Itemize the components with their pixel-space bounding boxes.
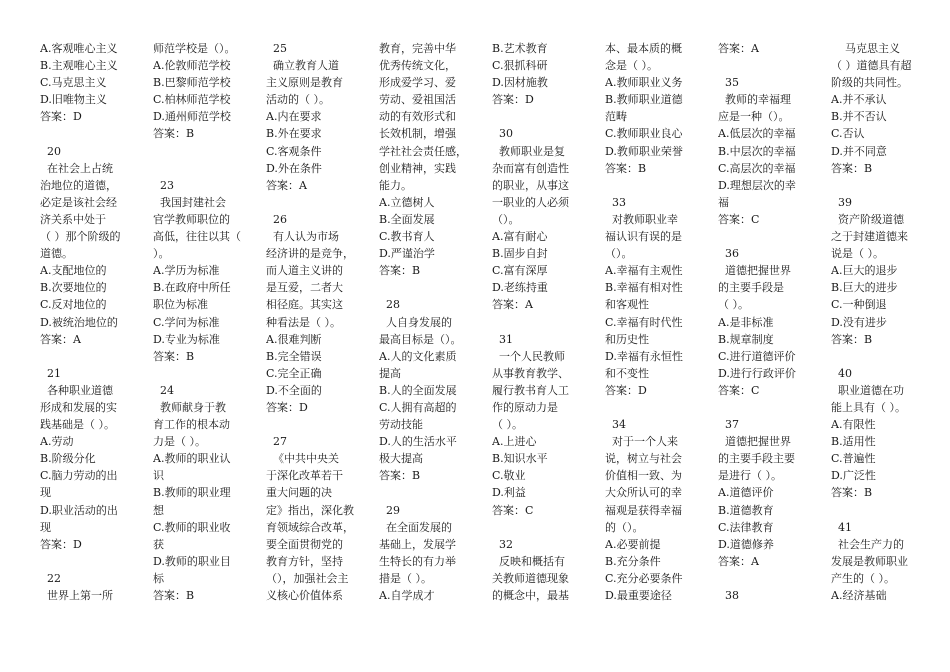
text-line: （），加强社会主 <box>266 571 349 585</box>
text-line <box>605 177 705 194</box>
text-line <box>718 228 818 245</box>
text-line: B.全面发展 <box>379 212 435 226</box>
text-line: 于深化改革若干 <box>266 469 343 483</box>
text-line: 36 <box>718 247 739 261</box>
text-line: 的（）。 <box>605 520 644 534</box>
text-line: A.劳动 <box>40 435 74 449</box>
text-line: 答案：A <box>40 332 81 346</box>
text-line: D.并不同意 <box>831 144 887 158</box>
text-line: C.人拥有高超的 <box>379 400 457 414</box>
text-line: A.内在要求 <box>266 110 322 124</box>
text-line: C.否认 <box>831 127 865 141</box>
text-line: 力是（ ）。 <box>153 435 206 449</box>
text-line: 育工作的根本动 <box>153 418 230 432</box>
text-line <box>831 177 931 194</box>
text-line: 的主要手段是 <box>718 281 784 295</box>
text-line: 现 <box>40 486 51 500</box>
text-line: 29 <box>379 503 400 517</box>
text-line: A.巨大的退步 <box>831 264 898 278</box>
text-line: A.是非标准 <box>718 315 774 329</box>
text-line <box>831 348 931 365</box>
text-line: A.富有耐心 <box>492 230 548 244</box>
text-line: （ ）。 <box>492 418 523 432</box>
text-line: 答案：B <box>831 332 873 346</box>
text-line: 说是（ ）。 <box>831 247 884 261</box>
text-line: 相径庭。其实这 <box>266 298 343 312</box>
text-line: 大众所认可的幸 <box>605 486 682 500</box>
text-line: A.有限性 <box>831 418 876 432</box>
text-line: D.职业活动的出 <box>40 503 118 517</box>
text-line: D.因材施教 <box>492 76 548 90</box>
text-line: 在全面发展的 <box>379 520 452 534</box>
text-line: A.经济基础 <box>831 589 887 602</box>
text-line <box>153 160 253 177</box>
text-column-8 <box>831 40 931 672</box>
text-line: 答案：A <box>718 554 759 568</box>
text-line: 答案：B <box>153 589 195 602</box>
text-line: 27 <box>266 435 287 449</box>
text-line: 人自身发展的 <box>379 315 452 329</box>
text-line: 40 <box>831 366 852 380</box>
text-line <box>605 399 705 416</box>
text-line: 反映和概括有 <box>492 554 565 568</box>
text-line: C.进行道德评价 <box>718 349 796 363</box>
text-line: C.教师职业良心 <box>605 127 683 141</box>
text-line: （ ）。 <box>718 298 749 312</box>
text-line: A.必要前提 <box>605 537 661 551</box>
text-line: D.老练持重 <box>492 281 548 295</box>
text-line: 提高 <box>379 366 401 380</box>
text-line: A.伦敦师范学校 <box>153 59 231 73</box>
text-line: 措是（ ）。 <box>379 571 432 585</box>
text-line: 生特长的有力举 <box>379 554 456 568</box>
text-line: A.教师的职业认 <box>153 452 231 466</box>
text-line: （）。 <box>605 247 633 261</box>
text-line: 基础上，发展学 <box>379 537 456 551</box>
text-line: B.幸福有相对性 <box>605 281 683 295</box>
text-line: 优秀传统文化， <box>379 59 456 73</box>
text-line: 21 <box>40 366 61 380</box>
text-line: 要全面贯彻党的 <box>266 537 343 551</box>
text-line: 在社会上占统 <box>40 161 113 175</box>
text-line: 35 <box>718 76 739 90</box>
text-line <box>831 502 931 519</box>
text-line: B.并不否认 <box>831 110 887 124</box>
text-line: 23 <box>153 178 174 192</box>
text-line <box>492 519 592 536</box>
text-line: 现 <box>40 520 51 534</box>
text-line: 的职业，从事这 <box>492 178 569 192</box>
text-line: 一职业的人必须 <box>492 195 569 209</box>
text-line: 31 <box>492 332 513 346</box>
text-line: D.外在条件 <box>266 161 322 175</box>
text-line: 福认识有误的是 <box>605 230 682 244</box>
text-line: 价值相一致、为 <box>605 469 682 483</box>
text-line: A.学历为标准 <box>153 264 220 278</box>
text-line: （ ）那个阶级的 <box>40 230 121 244</box>
text-line: 福观是获得幸福 <box>605 503 682 517</box>
text-line: B.道德教育 <box>718 503 774 517</box>
text-line <box>40 125 140 142</box>
text-line: 教育方针，坚持 <box>266 554 343 568</box>
text-line: 职位为标准 <box>153 298 208 312</box>
text-line: 想 <box>153 503 164 517</box>
text-line: 28 <box>379 298 400 312</box>
text-line: 资产阶级道德 <box>831 212 904 226</box>
text-line: 长效机制，增强 <box>379 127 456 141</box>
text-line <box>40 348 140 365</box>
text-line: 24 <box>153 383 174 397</box>
text-line: 39 <box>831 195 852 209</box>
text-line <box>492 108 592 125</box>
text-line: 本、最本质的概 <box>605 42 682 55</box>
text-line: 说，树立与社会 <box>605 452 682 466</box>
text-line <box>492 314 592 331</box>
text-column-1 <box>40 40 140 672</box>
text-line: B.固步自封 <box>492 247 548 261</box>
text-line <box>718 57 818 74</box>
text-line: 答案：B <box>153 349 195 363</box>
text-line: C.富有深厚 <box>492 264 548 278</box>
text-line: B.在政府中所任 <box>153 281 231 295</box>
text-line: C.普遍性 <box>831 452 876 466</box>
text-line: 我国封建社会 <box>153 195 226 209</box>
text-line: 从事教育教学、 <box>492 366 569 380</box>
text-line: 世界上第一所 <box>40 589 113 602</box>
text-line: C.客观条件 <box>266 144 322 158</box>
text-line <box>153 365 253 382</box>
text-line: 答案：B <box>379 469 421 483</box>
text-column-4 <box>379 40 479 672</box>
text-line: 答案：C <box>492 503 534 517</box>
text-line: D.进行行政评价 <box>718 366 796 380</box>
text-line: 劳动、爱祖国活 <box>379 93 456 107</box>
text-line <box>153 143 253 160</box>
text-line: C.一种倒退 <box>831 298 887 312</box>
text-line: A.道德评价 <box>718 486 774 500</box>
text-line: 答案：A <box>266 178 307 192</box>
text-line: D.道德修养 <box>718 537 774 551</box>
text-line: C.学问为标准 <box>153 315 220 329</box>
text-line: 官学教师职位的 <box>153 212 230 226</box>
text-line: 答案：D <box>40 537 82 551</box>
text-line: 道德把握世界 <box>718 264 791 278</box>
text-line: C.充分必要条件 <box>605 571 683 585</box>
text-line: 作的原动力是 <box>492 400 558 414</box>
text-line: D.广泛性 <box>831 469 876 483</box>
text-line: 教师献身于教 <box>153 400 226 414</box>
text-column-7 <box>718 40 818 672</box>
text-line: 重大问题的决 <box>266 486 332 500</box>
text-line: A.人的文化素质 <box>379 349 457 363</box>
text-line: 对教师职业幸 <box>605 212 678 226</box>
text-line: 32 <box>492 537 513 551</box>
text-line: 动的有效形式和 <box>379 110 456 124</box>
text-line: 念是（ ）。 <box>605 59 658 73</box>
text-line: 而人道主义讲的 <box>266 264 343 278</box>
text-line: A.幸福有主观性 <box>605 264 683 278</box>
text-line: 答案：D <box>492 93 534 107</box>
text-line: 答案：D <box>40 110 82 124</box>
text-line: C.柏林师范学校 <box>153 93 231 107</box>
text-line: D.教师的职业目 <box>153 554 231 568</box>
text-line: ）。 <box>153 247 170 261</box>
text-line: 福 <box>718 195 729 209</box>
text-line: 各种职业道德 <box>40 383 113 397</box>
text-line: 主义原则是教育 <box>266 76 343 90</box>
text-line <box>718 399 818 416</box>
text-line: 答案：B <box>379 264 421 278</box>
text-line: 的概念中，最基 <box>492 589 569 602</box>
text-line: A.教师职业义务 <box>605 76 683 90</box>
text-line: B.充分条件 <box>605 554 661 568</box>
text-line: 应是一种（）。 <box>718 110 790 124</box>
text-line: 确立教育人道 <box>266 59 339 73</box>
text-line: B.阶级分化 <box>40 452 96 466</box>
text-line: 30 <box>492 127 513 141</box>
text-line <box>379 279 479 296</box>
text-line: 是进行（ ）。 <box>718 469 782 483</box>
text-line: 26 <box>266 212 287 226</box>
text-line: 产生的（ ）。 <box>831 571 895 585</box>
text-line: 职业道德在功 <box>831 383 904 397</box>
text-line: 定》指出，深化教 <box>266 503 354 517</box>
text-line: 劳动技能 <box>379 418 423 432</box>
text-line: B.中层次的幸福 <box>718 144 796 158</box>
text-line: A.很难判断 <box>266 332 322 346</box>
text-line: 答案：B <box>153 127 195 141</box>
text-line: 答案：A <box>718 42 759 55</box>
text-line: C.狠抓科研 <box>492 59 548 73</box>
text-line: 发展是教师职业 <box>831 554 908 568</box>
text-line: 学社社会责任感， <box>379 144 467 158</box>
text-line: B.完全错误 <box>266 349 322 363</box>
text-line: 33 <box>605 195 626 209</box>
text-line: 马克思主义 <box>831 42 900 55</box>
text-line: 社会生产力的 <box>831 537 904 551</box>
text-line: 和不变性 <box>605 366 649 380</box>
text-line: D.最重要途径 <box>605 589 672 602</box>
text-line: B.艺术教育 <box>492 42 548 55</box>
text-line: 创业精神，实践 <box>379 161 456 175</box>
text-line: C.法律教育 <box>718 520 774 534</box>
text-line: 形成和发展的实 <box>40 400 117 414</box>
text-line: D.理想层次的幸 <box>718 178 796 192</box>
text-line: 答案：C <box>718 212 760 226</box>
text-line: 获 <box>153 537 164 551</box>
text-line: D.通州师范学校 <box>153 110 231 124</box>
text-line: 高低，往往以其（ <box>153 230 241 244</box>
text-line: 是互爱，二者大 <box>266 281 343 295</box>
text-line: 治地位的道德， <box>40 178 117 192</box>
text-line: 能上具有（ ）。 <box>831 400 906 414</box>
text-line: D.人的生活水平 <box>379 435 457 449</box>
text-line <box>718 570 818 587</box>
text-line: B.人的全面发展 <box>379 383 457 397</box>
text-line: 教师的幸福理 <box>718 93 791 107</box>
text-line: C.脑力劳动的出 <box>40 469 118 483</box>
text-line: 38 <box>718 589 739 602</box>
text-line: 答案：C <box>718 383 760 397</box>
text-line: D.不全面的 <box>266 383 322 397</box>
text-column-5 <box>492 40 592 672</box>
text-line: C.教师的职业收 <box>153 520 231 534</box>
text-line: 杂而富有创造性 <box>492 161 569 175</box>
text-line: B.外在要求 <box>266 127 322 141</box>
text-line: 识 <box>153 469 164 483</box>
text-line: B.巴黎师范学校 <box>153 76 231 90</box>
text-line: 范畴 <box>605 110 627 124</box>
text-line: 答案：B <box>831 161 873 175</box>
text-line: D.教师职业荣誉 <box>605 144 683 158</box>
text-line: D.被统治地位的 <box>40 315 118 329</box>
text-line: 《中共中央关 <box>266 452 339 466</box>
text-line: 济关系中处于 <box>40 212 106 226</box>
text-column-6 <box>605 40 705 672</box>
text-line: C.教书育人 <box>379 230 435 244</box>
text-line: B.教师的职业理 <box>153 486 231 500</box>
text-line: 和历史性 <box>605 332 649 346</box>
text-line: C.反对地位的 <box>40 298 107 312</box>
text-line: 最高目标是（）。 <box>379 332 462 346</box>
text-line: D.旧唯物主义 <box>40 93 107 107</box>
text-line: 关教师道德现象 <box>492 571 569 585</box>
text-line: C.完全正确 <box>266 366 322 380</box>
text-line: D.没有进步 <box>831 315 887 329</box>
text-line: 种看法是（ ）。 <box>266 315 341 329</box>
text-line: 和客观性 <box>605 298 649 312</box>
text-line: D.严谨治学 <box>379 247 435 261</box>
text-line: 34 <box>605 418 626 432</box>
text-line: 极大提高 <box>379 452 423 466</box>
text-line: 41 <box>831 520 852 534</box>
text-line: 能力。 <box>379 178 412 192</box>
text-line: 师范学校是（）。 <box>153 42 236 55</box>
text-line: A.立德树人 <box>379 195 435 209</box>
text-line: C.敬业 <box>492 469 526 483</box>
text-line: （ ）道德具有超 <box>831 59 912 73</box>
text-line: 阶级的共同性。 <box>831 76 908 90</box>
text-line: 答案：B <box>831 486 873 500</box>
text-line: 对于一个人来 <box>605 435 678 449</box>
text-line: 的主要手段主要 <box>718 452 795 466</box>
text-line: A.客观唯心主义 <box>40 42 118 55</box>
text-line: C.幸福有时代性 <box>605 315 683 329</box>
text-column-2 <box>153 40 253 672</box>
text-line: D.幸福有永恒性 <box>605 349 683 363</box>
text-line: B.规章制度 <box>718 332 774 346</box>
text-line: 践基础是（ ）。 <box>40 418 115 432</box>
text-line: 育领域综合改革， <box>266 520 354 534</box>
text-line: B.知识水平 <box>492 452 548 466</box>
text-line: 答案：D <box>605 383 647 397</box>
text-line: A.支配地位的 <box>40 264 107 278</box>
text-line: B.次要地位的 <box>40 281 107 295</box>
text-line: 义核心价值体系 <box>266 589 343 602</box>
text-line: 20 <box>40 144 61 158</box>
text-line: 教育，完善中华 <box>379 42 456 55</box>
text-line: 答案：A <box>492 298 533 312</box>
text-line: 标 <box>153 571 164 585</box>
text-line: 之于封建道德来 <box>831 230 908 244</box>
text-line: 必定是该社会经 <box>40 195 117 209</box>
text-line: B.适用性 <box>831 435 876 449</box>
text-line: 答案：B <box>605 161 647 175</box>
text-line: 道德把握世界 <box>718 435 791 449</box>
text-line: 37 <box>718 418 739 432</box>
text-line: 活动的（ ）。 <box>266 93 330 107</box>
text-line: （）。 <box>492 212 520 226</box>
text-line: 教师职业是复 <box>492 144 565 158</box>
text-line: 答案：D <box>266 400 308 414</box>
text-line: 履行教书育人工 <box>492 383 569 397</box>
text-line: A.上进心 <box>492 435 537 449</box>
text-line <box>40 553 140 570</box>
text-line: C.高层次的幸福 <box>718 161 796 175</box>
text-line: 一个人民教师 <box>492 349 565 363</box>
text-line: A.自学成才 <box>379 589 435 602</box>
text-line: 形成爱学习、爱 <box>379 76 456 90</box>
text-line <box>379 484 479 501</box>
text-line: 经济讲的是竞争， <box>266 247 354 261</box>
text-line: A.并不承认 <box>831 93 887 107</box>
text-line: B.主观唯心主义 <box>40 59 118 73</box>
text-line <box>266 416 366 433</box>
text-line: B.教师职业道德 <box>605 93 683 107</box>
text-line: 道德。 <box>40 247 73 261</box>
text-line: 22 <box>40 571 61 585</box>
text-line: A.低层次的幸福 <box>718 127 796 141</box>
text-line: 有人认为市场 <box>266 230 339 244</box>
text-line: D.专业为标准 <box>153 332 220 346</box>
text-line: C.马克思主义 <box>40 76 107 90</box>
text-column-3 <box>266 40 366 672</box>
text-line: B.巨大的进步 <box>831 281 898 295</box>
text-line: 25 <box>266 42 287 55</box>
text-line <box>266 194 366 211</box>
text-line: D.利益 <box>492 486 526 500</box>
